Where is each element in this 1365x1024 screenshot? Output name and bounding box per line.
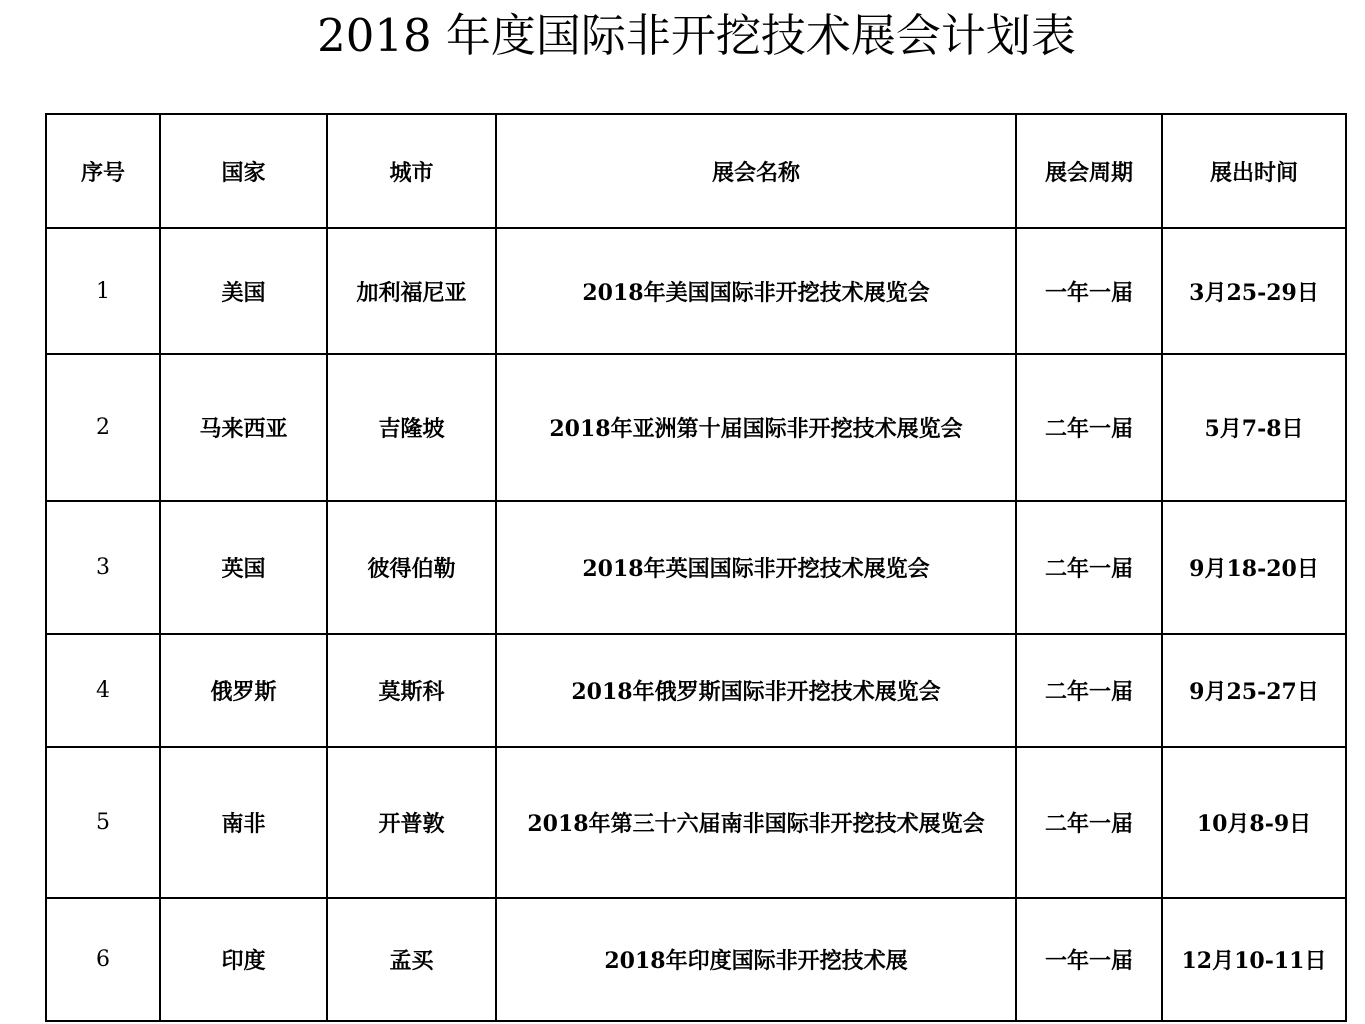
cell-dates: 10月8-9日 <box>1162 747 1346 898</box>
table-header-row <box>46 114 1346 228</box>
cell-city: 孟买 <box>327 898 496 1021</box>
cell-exhibition-name: 2018年亚洲第十届国际非开挖技术展览会 <box>496 354 1016 501</box>
cell-index: 3 <box>46 501 160 634</box>
cell-city: 吉隆坡 <box>327 354 496 501</box>
table-row <box>46 747 1346 898</box>
exhibition-schedule-table <box>45 113 1347 1022</box>
header-index: 序号 <box>46 114 160 228</box>
cell-exhibition-name: 2018年俄罗斯国际非开挖技术展览会 <box>496 634 1016 747</box>
header-dates: 展出时间 <box>1162 114 1346 228</box>
cell-exhibition-name: 2018年第三十六届南非国际非开挖技术展览会 <box>496 747 1016 898</box>
cell-country: 俄罗斯 <box>160 634 327 747</box>
cell-exhibition-name: 2018年印度国际非开挖技术展 <box>496 898 1016 1021</box>
cell-exhibition-name: 2018年美国国际非开挖技术展览会 <box>496 228 1016 354</box>
page-title: 2018 年度国际非开挖技术展会计划表 <box>317 9 1076 62</box>
cell-index: 6 <box>46 898 160 1021</box>
header-cycle: 展会周期 <box>1016 114 1162 228</box>
cell-cycle: 二年一届 <box>1016 354 1162 501</box>
cell-country: 英国 <box>160 501 327 634</box>
cell-index: 5 <box>46 747 160 898</box>
cell-index: 1 <box>46 228 160 354</box>
cell-cycle: 二年一届 <box>1016 747 1162 898</box>
table-row <box>46 898 1346 1021</box>
cell-city: 莫斯科 <box>327 634 496 747</box>
cell-city: 加利福尼亚 <box>327 228 496 354</box>
cell-dates: 9月18-20日 <box>1162 501 1346 634</box>
cell-index: 2 <box>46 354 160 501</box>
table-row <box>46 634 1346 747</box>
cell-cycle: 一年一届 <box>1016 228 1162 354</box>
cell-country: 美国 <box>160 228 327 354</box>
cell-dates: 5月7-8日 <box>1162 354 1346 501</box>
header-country: 国家 <box>160 114 327 228</box>
table-row <box>46 501 1346 634</box>
cell-dates: 9月25-27日 <box>1162 634 1346 747</box>
cell-country: 马来西亚 <box>160 354 327 501</box>
cell-cycle: 一年一届 <box>1016 898 1162 1021</box>
header-exhibition-name: 展会名称 <box>496 114 1016 228</box>
cell-exhibition-name: 2018年英国国际非开挖技术展览会 <box>496 501 1016 634</box>
cell-index: 4 <box>46 634 160 747</box>
header-city: 城市 <box>327 114 496 228</box>
cell-dates: 12月10-11日 <box>1162 898 1346 1021</box>
table-row <box>46 354 1346 501</box>
cell-cycle: 二年一届 <box>1016 634 1162 747</box>
cell-country: 南非 <box>160 747 327 898</box>
cell-dates: 3月25-29日 <box>1162 228 1346 354</box>
cell-cycle: 二年一届 <box>1016 501 1162 634</box>
table-row <box>46 228 1346 354</box>
cell-city: 开普敦 <box>327 747 496 898</box>
cell-country: 印度 <box>160 898 327 1021</box>
cell-city: 彼得伯勒 <box>327 501 496 634</box>
